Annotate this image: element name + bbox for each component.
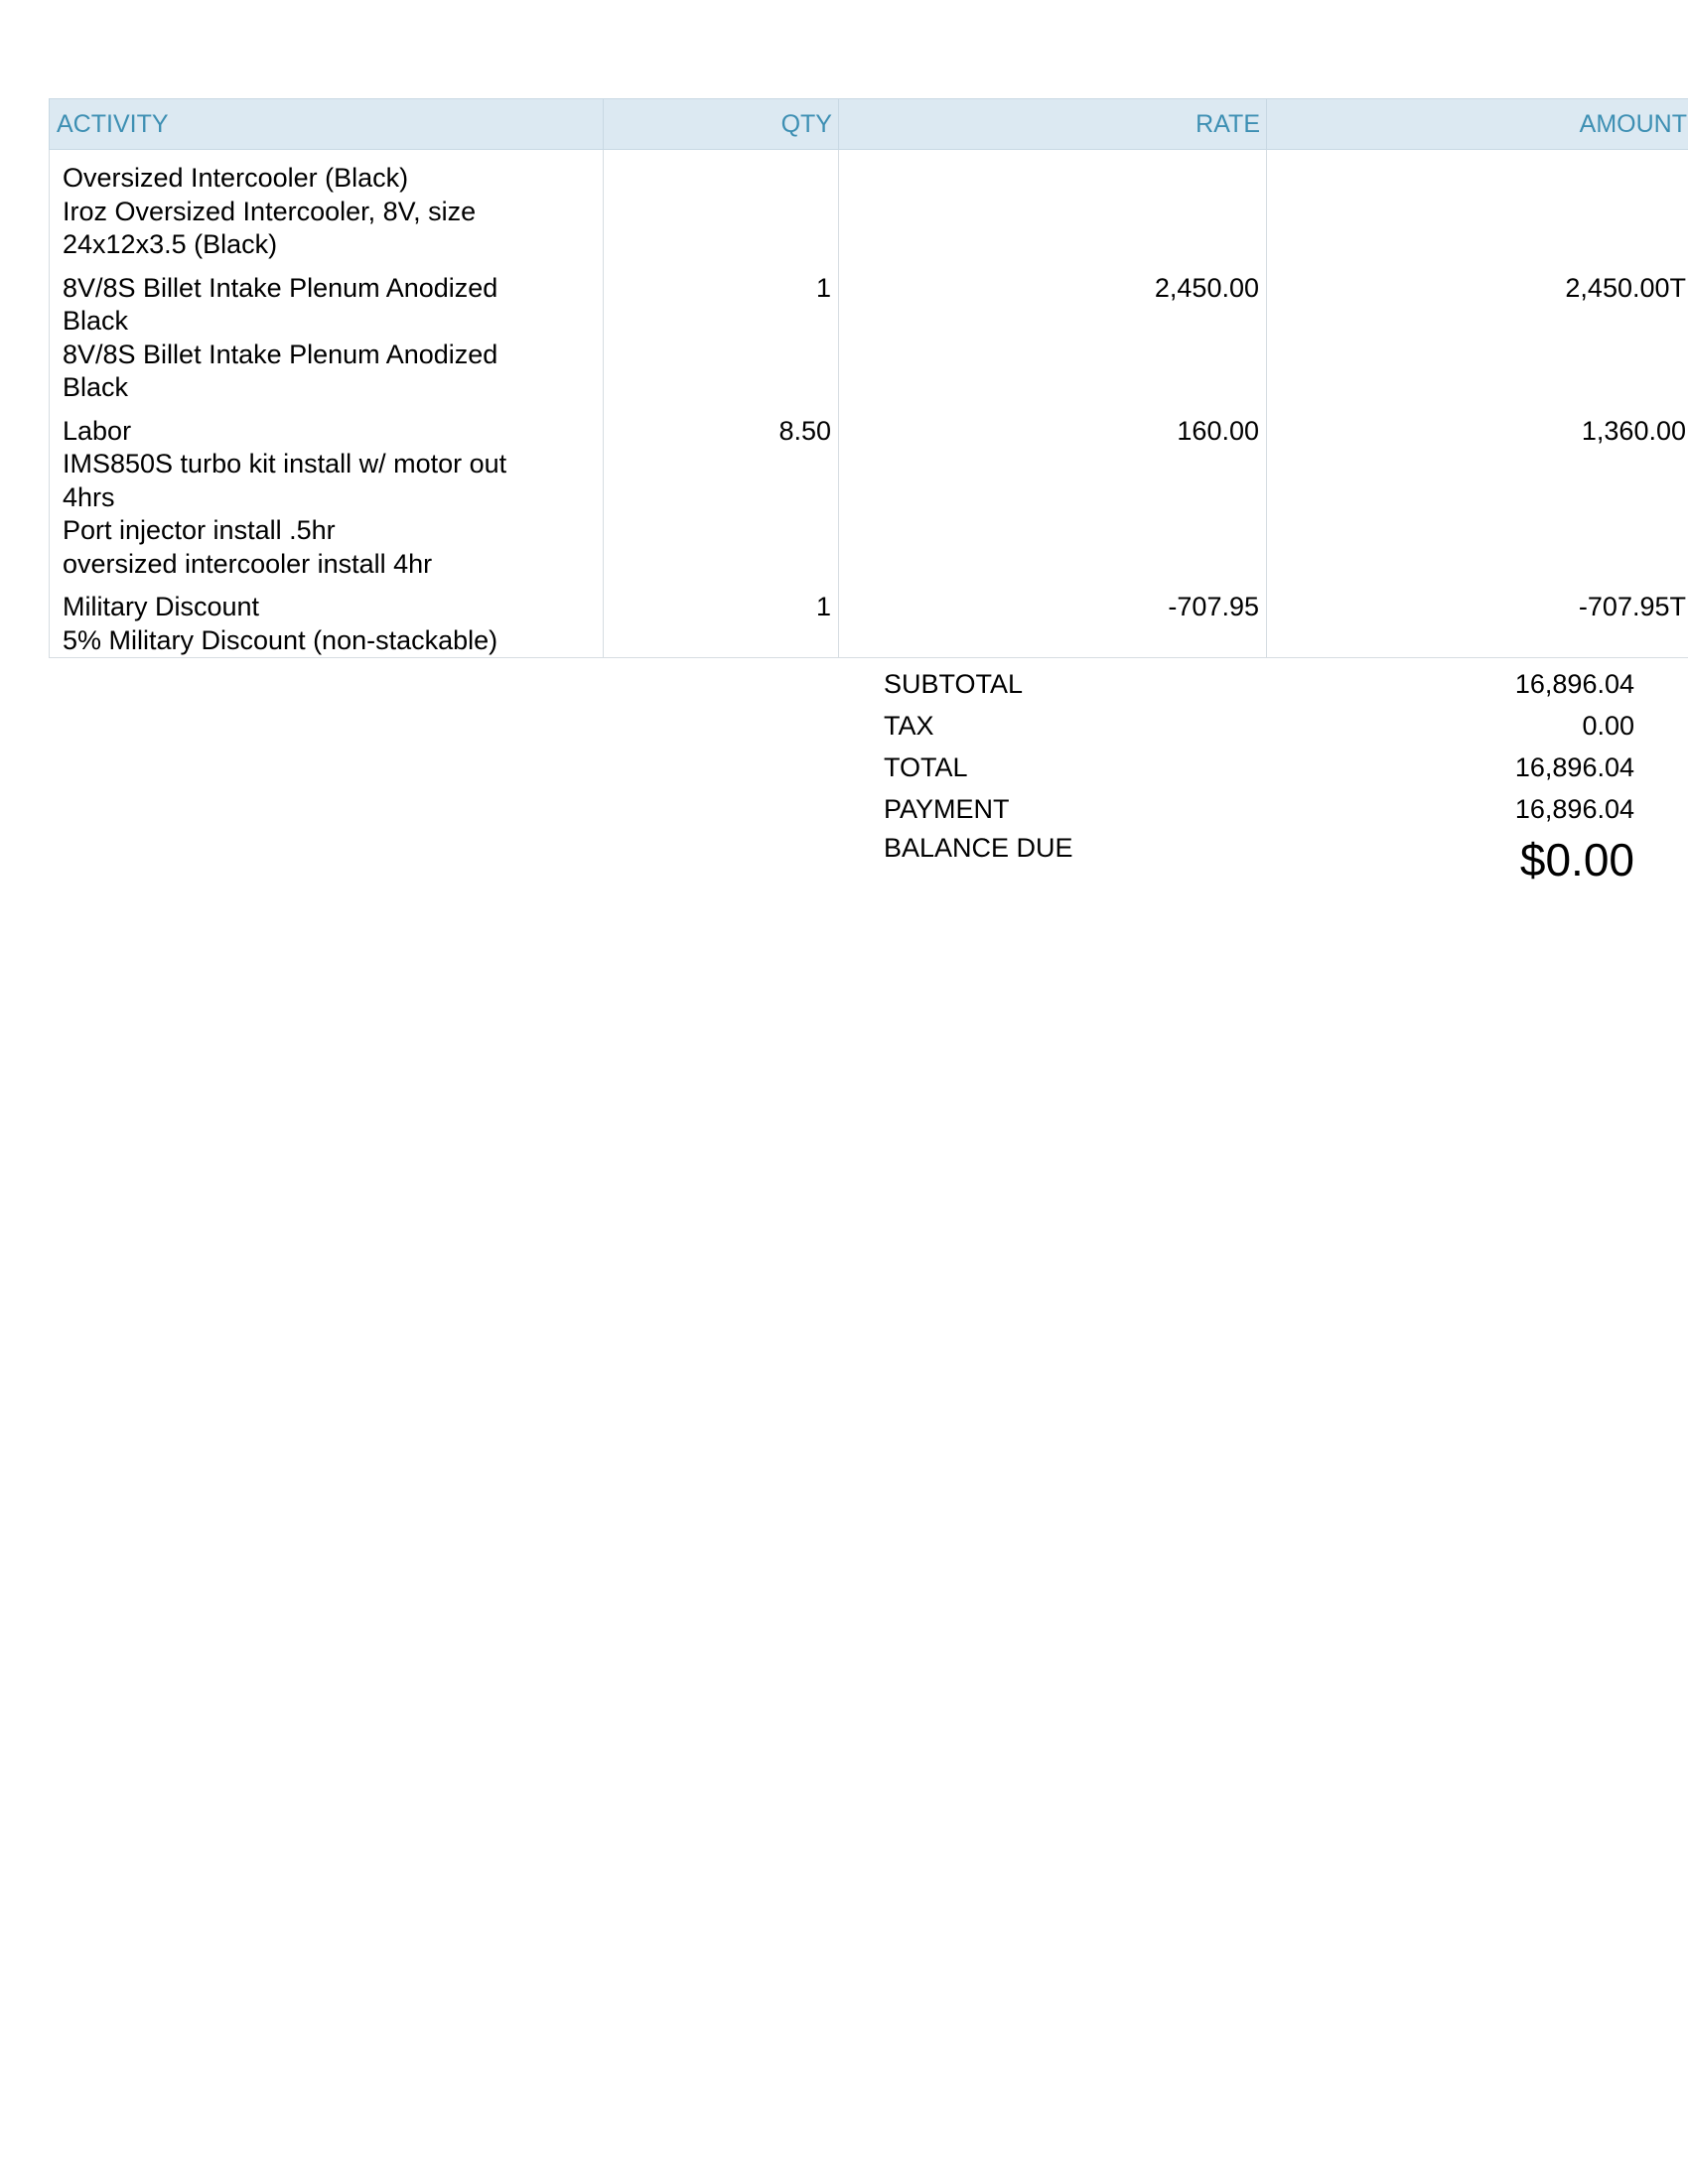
rate-cell: -707.95 [839,591,1267,658]
item-description-line: Port injector install .5hr [63,515,336,545]
tax-row [884,705,1634,747]
qty-cell [604,150,839,272]
balance-due-value: $0.00 [1519,834,1634,886]
payment-row [884,788,1634,830]
item-title: 8V/8S Billet Intake Plenum Anodized [63,272,498,303]
activity-cell [50,150,604,272]
total-row [884,747,1634,788]
balance-due-label: BALANCE DUE [884,833,1073,863]
amount-cell: 2,450.00T [1267,272,1688,415]
qty-cell: 1 [604,272,839,415]
rate-cell [839,150,1267,272]
item-description-line: Black [63,372,129,402]
total-label: TOTAL [884,752,968,782]
item-description-line: 24x12x3.5 (Black) [63,229,278,259]
rate-cell: 2,450.00 [839,272,1267,415]
amount-column-header: AMOUNT [1267,99,1688,150]
subtotal-row [884,663,1634,705]
table-row [50,272,1688,415]
item-description-line: Black [63,306,129,336]
item-description-line: 5% Military Discount (non-stackable) [63,624,498,655]
activity-cell [50,591,604,658]
item-title: Military Discount [63,592,260,621]
subtotal-value: 16,896.04 [1514,669,1634,699]
table-header-row [50,99,1688,150]
item-title: Oversized Intercooler (Black) [63,163,409,193]
item-description-line: 8V/8S Billet Intake Plenum Anodized [63,339,498,369]
item-title: Labor [63,415,132,446]
payment-value: 16,896.04 [1514,794,1634,824]
table-row [50,150,1688,272]
item-description-line: 4hrs [63,481,115,512]
activity-cell [50,272,604,415]
rate-cell: 160.00 [839,415,1267,592]
item-description-line: oversized intercooler install 4hr [63,548,433,579]
totals-summary [884,663,1634,886]
activity-column-header: ACTIVITY [50,99,604,150]
amount-cell: 1,360.00 [1267,415,1688,592]
invoice-line-items-table [49,98,1688,658]
balance-due-row [884,830,1634,886]
tax-label: TAX [884,711,934,741]
tax-value: 0.00 [1582,711,1634,741]
rate-column-header: RATE [839,99,1267,150]
activity-cell [50,415,604,592]
total-value: 16,896.04 [1514,752,1634,782]
payment-label: PAYMENT [884,794,1010,824]
qty-cell: 1 [604,591,839,658]
subtotal-label: SUBTOTAL [884,669,1024,699]
item-description-line: Iroz Oversized Intercooler, 8V, size [63,196,477,226]
amount-cell [1267,150,1688,272]
amount-cell: -707.95T [1267,591,1688,658]
item-description-line: IMS850S turbo kit install w/ motor out [63,449,507,478]
qty-column-header: QTY [604,99,839,150]
table-row [50,591,1688,658]
qty-cell: 8.50 [604,415,839,592]
table-row [50,415,1688,592]
